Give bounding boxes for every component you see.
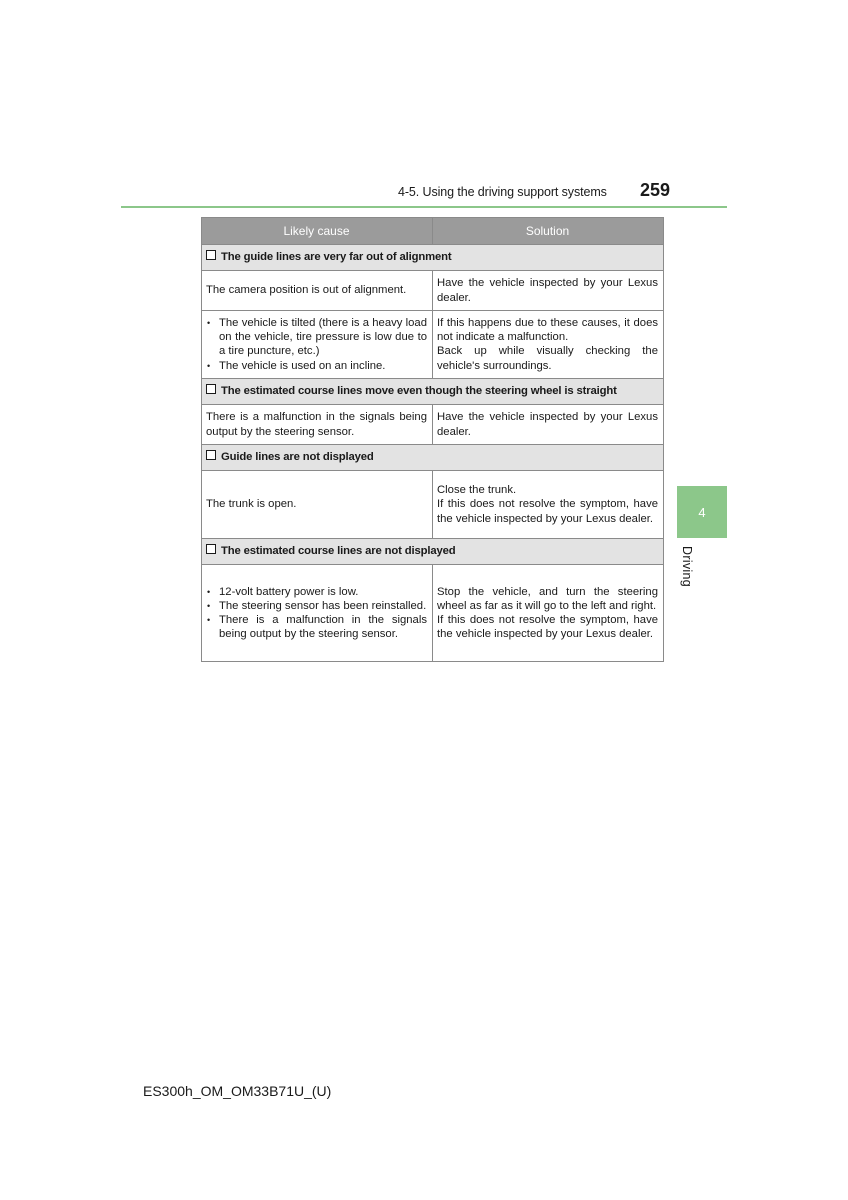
bullet-item: • 12-volt battery power is low. (206, 585, 427, 599)
bullet-item: • The vehicle is tilted (there is a heavy load on the vehicle, tire pressure is low due to a tire puncture, etc.) (206, 316, 427, 359)
chapter-label: Driving (680, 546, 694, 587)
section-title: The estimated course lines are not displayed (202, 539, 664, 565)
solution-cell: Close the trunk. If this does not resolve the symptom, have the vehicle inspected by your Lexus dealer. (433, 471, 664, 539)
column-header-cause: Likely cause (202, 218, 433, 245)
section-row (202, 445, 664, 471)
solution-cell: Have the vehicle inspected by your Lexus dealer. (433, 271, 664, 311)
cause-cell (202, 311, 433, 379)
section-row (202, 539, 664, 565)
bullet-item: • The steering sensor has been reinstalled. (206, 599, 427, 613)
footer-doc-code: ES300h_OM_OM33B71U_(U) (143, 1083, 332, 1099)
chapter-tab[interactable] (677, 486, 727, 538)
solution-cell: If this happens due to these causes, it does not indicate a malfunction. Back up while visually checking the vehicle's surroundings. (433, 311, 664, 379)
section-title: Guide lines are not displayed (202, 445, 664, 471)
section-header-title: 4-5. Using the driving support systems (398, 185, 607, 199)
page-number: 259 (640, 180, 671, 200)
section-row (202, 245, 664, 271)
header-divider (121, 206, 727, 208)
section-row (202, 379, 664, 405)
bullet-item: • There is a malfunction in the signals being output by the steering sensor. (206, 613, 427, 641)
checkbox-icon (206, 384, 216, 394)
cause-cell: The camera position is out of alignment. (202, 271, 433, 311)
checkbox-icon (206, 250, 216, 260)
column-header-solution: Solution (433, 218, 664, 245)
table-row (202, 471, 664, 539)
table-header-row (202, 218, 664, 245)
table-row (202, 565, 664, 662)
cause-cell (202, 565, 433, 662)
troubleshooting-table (201, 217, 664, 662)
checkbox-icon (206, 450, 216, 460)
checkbox-icon (206, 544, 216, 554)
cause-cell: There is a malfunction in the signals being output by the steering sensor. (202, 405, 433, 445)
cause-cell: The trunk is open. (202, 471, 433, 539)
section-title: The guide lines are very far out of alignment (202, 245, 664, 271)
bullet-item: • The vehicle is used on an incline. (206, 359, 427, 373)
solution-cell: Have the vehicle inspected by your Lexus dealer. (433, 405, 664, 445)
solution-cell: Stop the vehicle, and turn the steering wheel as far as it will go to the left and right. If this does not resolve the symptom, have the vehicle inspected by your Lexus dealer. (433, 565, 664, 662)
chapter-number: 4 (698, 504, 706, 520)
table-row (202, 311, 664, 379)
table-row (202, 271, 664, 311)
table-row (202, 405, 664, 445)
section-title: The estimated course lines move even though the steering wheel is straight (202, 379, 664, 405)
